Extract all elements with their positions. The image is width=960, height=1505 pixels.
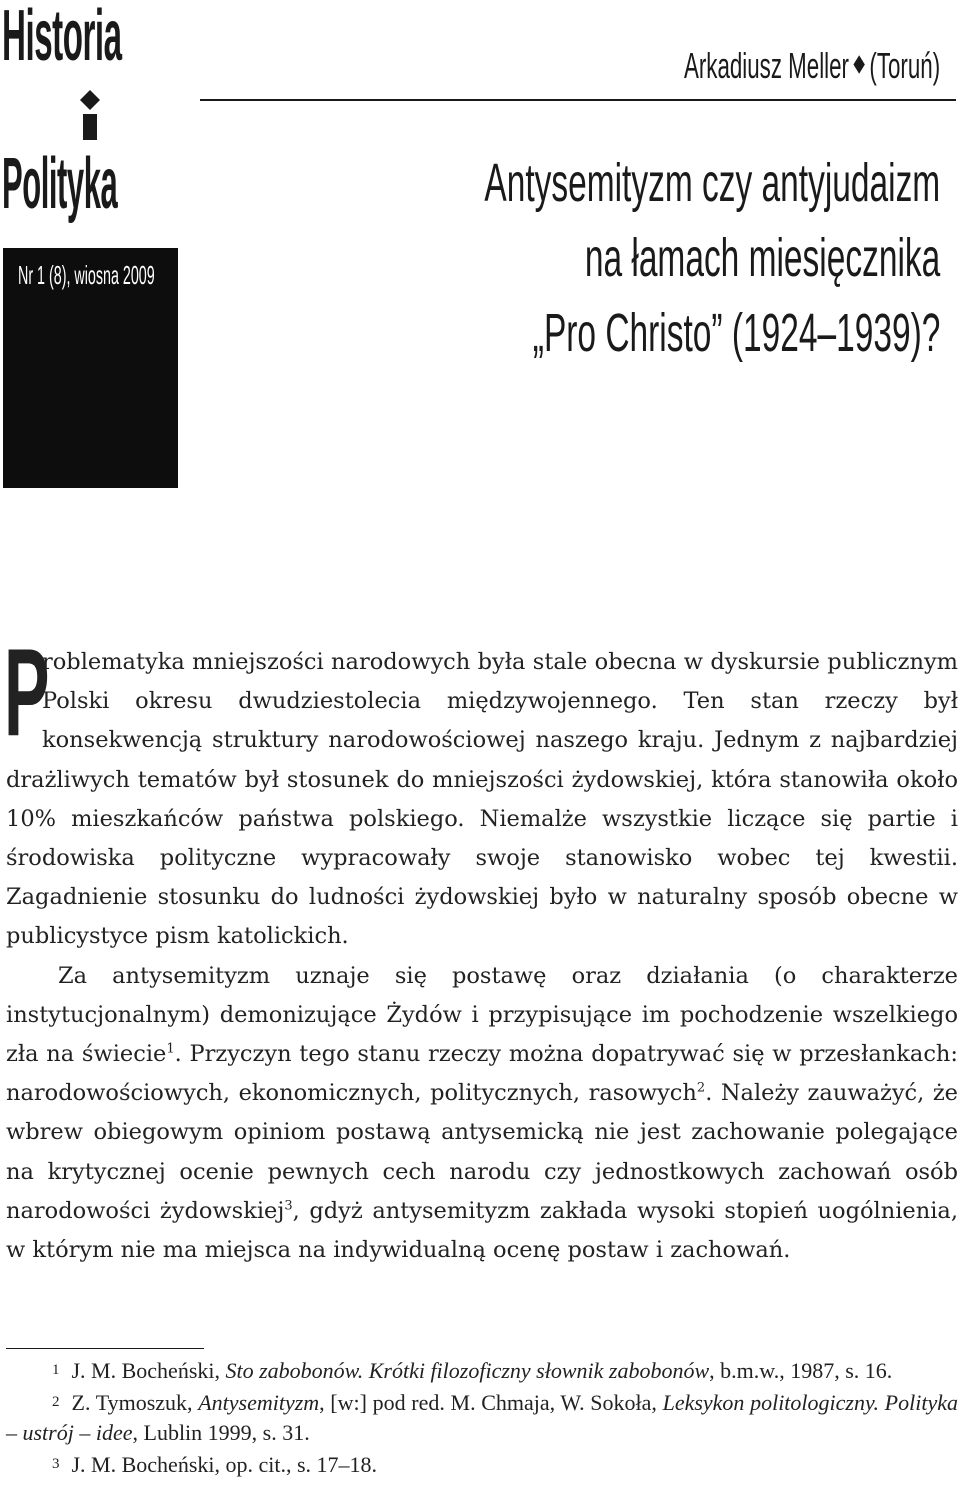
- header-rule: [200, 99, 956, 101]
- journal-name-polityka: Polityka: [2, 144, 118, 224]
- footnote-2-title: Antysemityzm: [198, 1389, 320, 1415]
- article-body: [4, 624, 958, 1270]
- footnote-1-author: J. M. Bocheński,: [71, 1358, 226, 1383]
- footnote-2-book-title: Leksykon politologiczny. Polityka – ustrój – idee: [6, 1389, 958, 1445]
- footnote-separator: [6, 1348, 204, 1349]
- journal-issue-box: [3, 248, 178, 488]
- footnote-2-editors: , [w:] pod red. M. Chmaja, W. Sokoła,: [319, 1389, 663, 1415]
- author-affiliation: (Toruń): [869, 45, 940, 86]
- drop-cap: P: [4, 624, 50, 762]
- footnote-ref-3[interactable]: 3: [284, 1198, 293, 1214]
- journal-name-historia: Historia: [2, 0, 122, 76]
- paragraph-2-text-c: . Należy zauważyć, że wbrew obiegowym opiniom postawą antysemicką nie jest zachowanie polegające na krytycznej ocenie pewnych cech narodu czy jednostkowych zachowań osób narodowości żydowskiej: [6, 1080, 958, 1224]
- footnote-1-title: Sto zabobonów. Krótki filozoficzny słownik zabobonów: [225, 1358, 710, 1383]
- footnote-1-number: 1: [52, 1362, 60, 1378]
- article-title-line-2: na łamach miesięcznika: [584, 228, 940, 288]
- paragraph-2-text-d: , gdyż antysemityzm zakłada wysoki stopień uogólnienia, w którym nie ma miejsca na indywidualną ocenę postaw i zachowań.: [6, 1197, 958, 1264]
- footnote-3: [6, 1449, 958, 1481]
- article-title-line-3: „Pro Christo” (1924–1939)?: [532, 303, 940, 363]
- journal-issue: Nr 1 (8), wiosna 2009: [18, 260, 155, 290]
- footnote-1-details: , b.m.w., 1987, s. 16.: [709, 1358, 893, 1383]
- footnote-2-author: Z. Tymoszuk,: [71, 1389, 199, 1415]
- footnote-3-text: J. M. Bocheński, op. cit., s. 17–18.: [71, 1451, 378, 1477]
- paragraph-2: [6, 957, 958, 1271]
- footnote-3-number: 3: [52, 1455, 60, 1472]
- footnote-ref-2[interactable]: 2: [696, 1080, 706, 1096]
- footnote-2-number: 2: [52, 1393, 60, 1410]
- article-title-line-1: Antysemityzm czy antyjudaizm: [484, 153, 940, 213]
- paragraph-1-text: roblematyka mniejszości narodowych była stale obecna w dyskursie publicznym Polski okresu dwudziestolecia międzywojennego. Ten stan rzeczy był konsekwencją struktury narodowościowej naszego kraju. Jednym z najbardziej drażliwych tematów był stosunek do mniejszości żydowskiej, która stanowiła około 10% mieszkańców państwa polskiego. Niemalże wszystkie liczące się partie i środowiska polityczne wypracowały swoje stanowisko wobec tej kwestii. Zagadnienie stosunku do ludności żydowskiej było w naturalny sposób obecne w publicystyce pism katolickich.: [6, 649, 958, 950]
- footnote-2: [6, 1387, 958, 1449]
- author-name: Arkadiusz Meller: [683, 45, 849, 86]
- paragraph-2-text-a: Za antysemityzm uznaje się postawę oraz działania (o charakterze instytucjonalnym) demonizujące Żydów i przypisujące im pochodzenie wszelkiego zła na świecie: [6, 962, 958, 1068]
- paragraph-2-text-b: . Przyczyn tego stanu rzeczy można dopatrywać się w przesłankach: narodowościowych, ekonomicznych, politycznych, rasowych: [6, 1041, 958, 1107]
- footnotes: [6, 1355, 958, 1480]
- paragraph-1: [4, 624, 958, 957]
- author-line: [683, 45, 940, 86]
- footnote-2-details: , Lublin 1999, s. 31.: [132, 1420, 310, 1445]
- diamond-i-logo-icon: [78, 90, 102, 140]
- diamond-separator-icon: [853, 55, 864, 73]
- footnote-ref-1[interactable]: 1: [166, 1041, 175, 1057]
- footnote-1: [6, 1355, 958, 1387]
